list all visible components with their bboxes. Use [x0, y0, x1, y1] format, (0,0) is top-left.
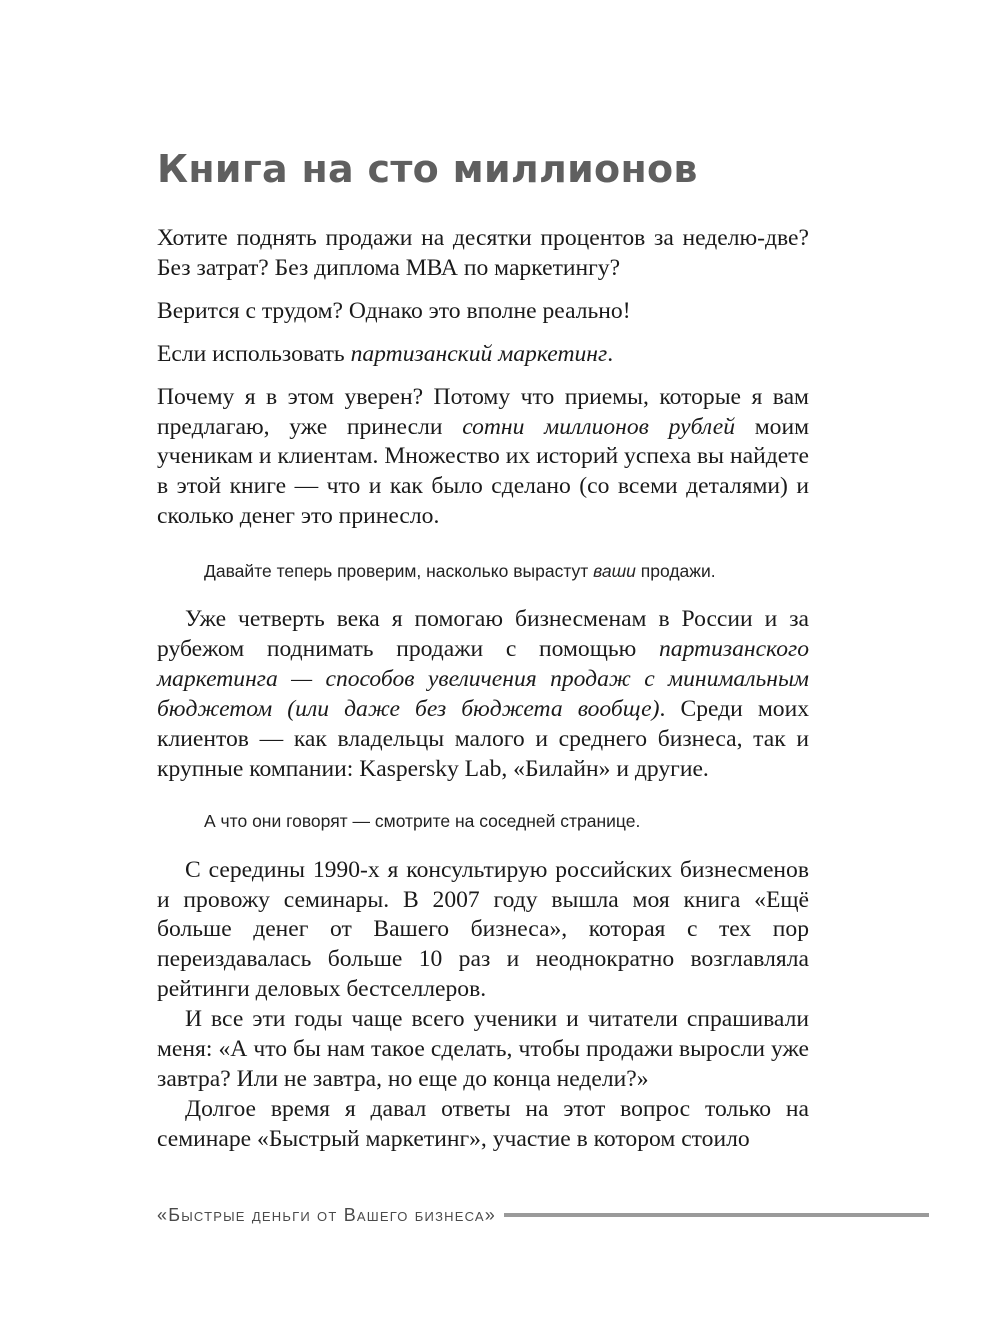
- note-1: [157, 559, 809, 583]
- paragraph-2: Верится с трудом? Однако это вполне реально!: [157, 297, 631, 324]
- paragraph-7: И все эти годы чаще всего ученики и читатели спрашивали меня: «А что бы нам такое сделать, чтобы продажи выросли уже завтра? Или не завтра, но еще до конца недели?»: [157, 1006, 809, 1092]
- history-block: [157, 856, 809, 1155]
- paragraph-3-emphasis: партизанский маркетинг: [350, 340, 608, 367]
- paragraph-5: [157, 605, 809, 784]
- note-1-end: продажи.: [635, 561, 716, 582]
- running-footer: [157, 1198, 929, 1232]
- chapter-title: Книга на сто миллионов: [157, 147, 698, 191]
- footer-rule: [504, 1213, 929, 1217]
- paragraph-4-emphasis: сотни миллионов рублей: [462, 413, 735, 440]
- paragraph-4-end: моим ученикам и клиентам. Множество их историй успеха вы найдете в этой книге — что и как было сделано (со всеми деталями) и сколько денег это принесло.: [157, 413, 809, 530]
- paragraph-5-emphasis: партизанского маркетинга — способов увеличения продаж с минимальным бюджетом (или даже без бюджета вообще): [157, 636, 809, 722]
- paragraph-3: [157, 340, 809, 370]
- intro-block: [157, 224, 809, 532]
- page-content: [157, 140, 809, 1155]
- note-2: А что они говорят — смотрите на соседней странице.: [204, 810, 641, 831]
- paragraph-3-text: Если использовать: [157, 340, 351, 367]
- paragraph-3-end: .: [607, 340, 614, 367]
- note-1-text: Давайте теперь проверим, насколько вырастут: [204, 561, 594, 582]
- paragraph-4-text: Почему я в этом уверен? Потому что приемы, которые я вам предлагаю, уже принесли: [157, 383, 809, 440]
- paragraph-6: С середины 1990-х я консультирую российских бизнесменов и провожу семинары. В 2007 году вышла моя книга «Ещё больше денег от Вашего бизнеса», которая с тех пор переиздавалась больше 10 раз и неоднократно возглавляла рейтинги деловых бестселлеров.: [157, 856, 809, 1003]
- paragraph-5-text: Уже четверть века я помогаю бизнесменам в России и за рубежом поднимать продажи с помощью: [157, 606, 809, 663]
- paragraph-1: Хотите поднять продажи на десятки процентов за неделю-две? Без затрат? Без диплома МВА по маркетингу?: [157, 225, 809, 281]
- running-title: «Быстрые деньги от Вашего бизнеса»: [157, 1204, 496, 1225]
- note-1-emphasis: ваши: [593, 561, 636, 582]
- paragraph-8: Долгое время я давал ответы на этот вопрос только на семинаре «Быстрый маркетинг», участие в котором стоило: [157, 1095, 809, 1152]
- paragraph-5-end: . Среди моих клиентов — как владельцы малого и среднего бизнеса, так и крупные компании: Kaspersky Lab, «Билайн» и другие.: [157, 695, 809, 782]
- experience-block: [157, 605, 809, 784]
- paragraph-4: [157, 383, 809, 533]
